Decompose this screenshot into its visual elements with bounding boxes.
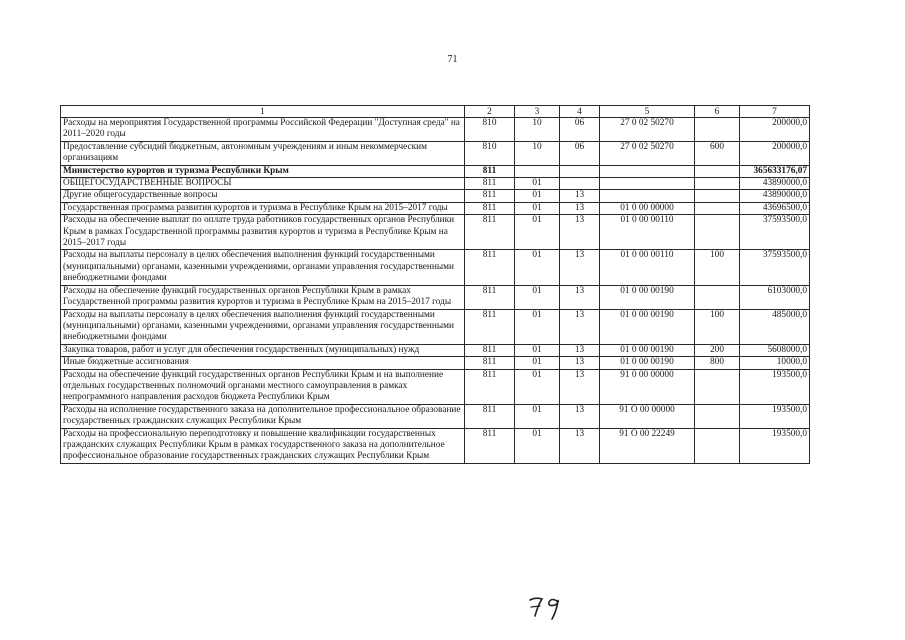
row-description: Расходы на обеспечение функций государственных органов Республики Крым и на выполнение отдельных государственных полномочий органами местного самоуправления в рамках непрограммного направления расходов бюджета Республики Крым [61,369,465,404]
row-subsection-code: 13 [560,309,600,344]
row-description: Расходы на обеспечение функций государственных органов Республики Крым в рамках Государственной программы развития курортов и туризма в Республике Крым на 2015–2017 годы [61,285,465,309]
row-section-code: 01 [515,178,560,190]
row-expense-type-code: 200 [695,344,740,356]
table-row [61,118,810,142]
row-description: Расходы на мероприятия Государственной программы Российской Федерации "Доступная среда" на 2011–2020 годы [61,118,465,142]
row-amount: 6103000,0 [740,285,810,309]
row-subsection-code: 13 [560,190,600,202]
row-amount: 43890000,0 [740,178,810,190]
row-amount: 193500,0 [740,428,810,463]
row-description: Расходы на выплаты персоналу в целях обеспечения выполнения функций государственными (муниципальными) органами, казенными учреждениями, органами управления государственными внебюджетными фондами [61,309,465,344]
row-target-code: 01 0 00 00190 [600,285,695,309]
row-description: Государственная программа развития курортов и туризма в Республике Крым на 2015–2017 годы [61,202,465,214]
table-row [61,404,810,428]
row-target-code: 01 0 00 00190 [600,344,695,356]
row-subsection-code: 13 [560,344,600,356]
row-expense-type-code [695,404,740,428]
row-section-code: 10 [515,141,560,165]
row-amount: 37593500,0 [740,250,810,285]
row-amount: 365633176,07 [740,165,810,177]
row-description: Расходы на исполнение государственного заказа на дополнительное профессиональное образование государственных гражданских служащих Республики Крым [61,404,465,428]
row-ministry-code: 811 [465,404,515,428]
column-header: 5 [600,106,695,118]
row-subsection-code: 13 [560,215,600,250]
row-description: Иные бюджетные ассигнования [61,357,465,369]
row-section-code: 01 [515,215,560,250]
row-section-code: 01 [515,357,560,369]
row-target-code: 91 О 00 00000 [600,404,695,428]
row-amount: 193500,0 [740,404,810,428]
row-target-code: 27 0 02 50270 [600,141,695,165]
row-subsection-code: 13 [560,404,600,428]
page-number: 71 [447,54,458,65]
row-description: Закупка товаров, работ и услуг для обеспечения государственных (муниципальных) нужд [61,344,465,356]
row-section-code: 01 [515,309,560,344]
row-expense-type-code [695,369,740,404]
row-ministry-code: 811 [465,285,515,309]
row-ministry-code: 811 [465,369,515,404]
row-expense-type-code [695,190,740,202]
table-row [61,178,810,190]
row-description: ОБЩЕГОСУДАРСТВЕННЫЕ ВОПРОСЫ [61,178,465,190]
table-row [61,428,810,463]
table-row [61,344,810,356]
table-row [61,369,810,404]
row-target-code: 01 0 00 00110 [600,215,695,250]
row-expense-type-code: 800 [695,357,740,369]
row-ministry-code: 811 [465,344,515,356]
handwritten-signature [522,592,572,622]
table-row [61,202,810,214]
row-expense-type-code: 100 [695,309,740,344]
column-header: 1 [61,106,465,118]
row-amount: 37593500,0 [740,215,810,250]
row-section-code: 01 [515,428,560,463]
row-subsection-code: 06 [560,141,600,165]
row-expense-type-code [695,215,740,250]
table-row [61,215,810,250]
row-ministry-code: 811 [465,178,515,190]
row-expense-type-code [695,165,740,177]
row-expense-type-code [695,118,740,142]
row-section-code: 01 [515,369,560,404]
table-row [61,190,810,202]
row-amount: 43890000,0 [740,190,810,202]
row-expense-type-code: 600 [695,141,740,165]
row-subsection-code: 06 [560,118,600,142]
row-target-code: 27 0 02 50270 [600,118,695,142]
row-expense-type-code [695,202,740,214]
row-target-code [600,178,695,190]
row-expense-type-code [695,285,740,309]
row-target-code: 91 О 00 22249 [600,428,695,463]
row-ministry-code: 811 [465,190,515,202]
row-target-code [600,190,695,202]
row-ministry-code: 811 [465,428,515,463]
row-subsection-code: 13 [560,428,600,463]
row-expense-type-code: 100 [695,250,740,285]
row-ministry-code: 810 [465,141,515,165]
row-target-code: 91 0 00 00000 [600,369,695,404]
row-amount: 200000,0 [740,118,810,142]
row-subsection-code: 13 [560,357,600,369]
table-row [61,309,810,344]
table-row [61,141,810,165]
row-description: Министерство курортов и туризма Республики Крым [61,165,465,177]
row-target-code: 01 0 00 00190 [600,357,695,369]
row-expense-type-code [695,178,740,190]
row-amount: 43696500,0 [740,202,810,214]
column-header: 2 [465,106,515,118]
row-subsection-code: 13 [560,285,600,309]
row-ministry-code: 811 [465,165,515,177]
row-ministry-code: 811 [465,250,515,285]
row-amount: 193500,0 [740,369,810,404]
table-row [61,285,810,309]
column-header: 6 [695,106,740,118]
row-subsection-code: 13 [560,250,600,285]
row-target-code [600,165,695,177]
row-target-code: 01 0 00 00000 [600,202,695,214]
row-subsection-code: 13 [560,369,600,404]
column-header: 4 [560,106,600,118]
row-section-code: 10 [515,118,560,142]
row-section-code [515,165,560,177]
table-header-row [61,106,810,118]
row-description: Другие общегосударственные вопросы [61,190,465,202]
row-section-code: 01 [515,202,560,214]
row-ministry-code: 811 [465,202,515,214]
row-ministry-code: 811 [465,357,515,369]
row-amount: 200000,0 [740,141,810,165]
row-section-code: 01 [515,250,560,285]
row-subsection-code [560,165,600,177]
row-amount: 485000,0 [740,309,810,344]
row-expense-type-code [695,428,740,463]
row-subsection-code [560,178,600,190]
row-target-code: 01 0 00 00190 [600,309,695,344]
row-subsection-code: 13 [560,202,600,214]
row-section-code: 01 [515,190,560,202]
row-section-code: 01 [515,285,560,309]
row-ministry-code: 811 [465,309,515,344]
row-amount: 5608000,0 [740,344,810,356]
row-ministry-code: 810 [465,118,515,142]
table-row [61,250,810,285]
budget-table [60,105,810,464]
table-row [61,165,810,177]
row-ministry-code: 811 [465,215,515,250]
row-description: Предоставление субсидий бюджетным, автономным учреждениям и иным некоммерческим организациям [61,141,465,165]
row-target-code: 01 0 00 00110 [600,250,695,285]
row-description: Расходы на обеспечение выплат по оплате труда работников государственных органов Республики Крым в рамках Государственной программы развития курортов и туризма в Республике Крым на 2015–2017 годы [61,215,465,250]
column-header: 3 [515,106,560,118]
row-description: Расходы на выплаты персоналу в целях обеспечения выполнения функций государственными (муниципальными) органами, казенными учреждениями, органами управления государственными внебюджетными фондами [61,250,465,285]
column-header: 7 [740,106,810,118]
table-row [61,357,810,369]
row-description: Расходы на профессиональную переподготовку и повышение квалификации государственных гражданских служащих Республики Крым в рамках государственного заказа на дополнительное профессиональное образование государственных гражданских служащих Республики Крым [61,428,465,463]
row-amount: 10000,0 [740,357,810,369]
row-section-code: 01 [515,404,560,428]
row-section-code: 01 [515,344,560,356]
